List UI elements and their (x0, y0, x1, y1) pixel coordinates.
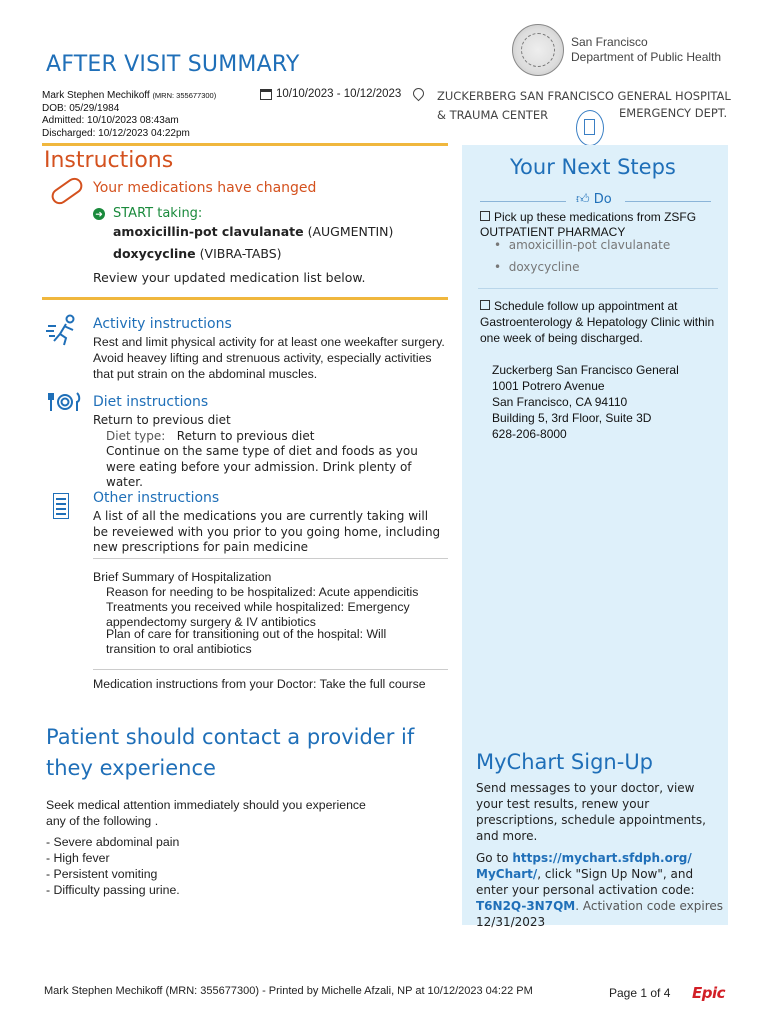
mychart-heading: MyChart Sign-Up (476, 750, 654, 774)
calendar-icon (260, 89, 272, 100)
divider (93, 558, 448, 559)
list-item: - Difficulty passing urine. (46, 883, 180, 897)
patient-info (42, 90, 216, 140)
clinic-address: Zuckerberg San Francisco General 1001 Potrero Avenue San Francisco, CA 94110 Building 5, 3rd Floor, Suite 3D 628-206-8000 (492, 363, 679, 441)
summary-heading: Brief Summary of Hospitalization (93, 570, 272, 584)
divider (480, 201, 566, 202)
symptom-list (46, 834, 180, 898)
department-ed: EMERGENCY DEPT. (619, 106, 728, 120)
contact-intro: Seek medical attention immediately should you experience any of the following . (46, 798, 366, 828)
activity-heading: Activity instructions (93, 316, 232, 332)
running-person-icon (46, 314, 84, 346)
other-heading: Other instructions (93, 490, 220, 506)
do-label: 👍︎ Do (576, 192, 612, 207)
step-pickup: Pick up these medications from ZSFG OUTPATIENT PHARMACY (480, 210, 697, 239)
list-item: • amoxicillin-pot clavulanate (494, 238, 671, 252)
section-divider (42, 143, 448, 146)
patient-mrn: (MRN: 355677300) (152, 91, 217, 100)
activation-code: T6N2Q-3N7QM (476, 899, 576, 913)
meds-changed-heading: Your medications have changed (93, 180, 317, 196)
arrow-right-icon: ➜ (93, 208, 105, 220)
patient-dob: DOB: 05/29/1984 (42, 102, 120, 114)
visit-dates: 10/10/2023 - 10/12/2023 (276, 88, 402, 100)
contact-heading: Patient should contact a provider if they experience (46, 725, 415, 780)
diet-text: Continue on the same type of diet and foods as you were eating before your admission. Drink plenty of water. (106, 444, 418, 489)
step-followup: Schedule follow up appointment at Gastroenterology & Hepatology Clinic within one week of being discharged. (480, 299, 715, 345)
epic-logo: Epic (692, 984, 726, 1002)
doctor-instructions: Medication instructions from your Doctor: Take the full course (93, 677, 426, 691)
page-number: Page 1 of 4 (609, 986, 671, 1000)
drug-item: doxycycline (VIBRA-TABS) (113, 246, 282, 261)
instructions-heading: Instructions (44, 148, 174, 173)
sf-seal-logo (512, 24, 564, 76)
next-steps-heading: Your Next Steps (510, 155, 676, 179)
admitted-time: Admitted: 10/10/2023 08:43am (42, 115, 179, 126)
hospital-name: ZUCKERBERG SAN FRANCISCO GENERAL HOSPITAL & TRAUMA CENTER (437, 89, 731, 122)
divider (93, 669, 448, 670)
checkbox[interactable] (480, 211, 490, 221)
checkbox[interactable] (480, 300, 490, 310)
page-title: AFTER VISIT SUMMARY (46, 52, 300, 77)
other-text: A list of all the medications you are currently taking will be reveiewed with you prior to you going home, including new prescriptions for pain medicine (93, 509, 441, 554)
plate-utensils-icon (48, 392, 82, 412)
review-note: Review your updated medication list below. (93, 270, 366, 285)
footer-text: Mark Stephen Mechikoff (MRN: 355677300) - Printed by Michelle Afzali, NP at 10/12/2023 04:22 PM (44, 985, 533, 997)
summary-reason: Reason for needing to be hospitalized: Acute appendicitis (106, 585, 419, 599)
diet-type: Diet type: Return to previous diet (106, 429, 315, 443)
pill-icon (48, 175, 85, 208)
patient-name: Mark Stephen Mechikoff (42, 90, 150, 101)
drug-item: amoxicillin-pot clavulanate (AUGMENTIN) (113, 224, 394, 239)
start-taking-label: START taking: (113, 206, 203, 221)
summary-treatments: Treatments you received while hospitalized: Emergency appendectomy surgery & IV antibiotics (106, 600, 410, 629)
thumbs-up-icon: 👍︎ (576, 192, 590, 207)
list-item: - Persistent vomiting (46, 867, 158, 881)
discharged-time: Discharged: 10/12/2023 04:22pm (42, 127, 190, 139)
diet-heading: Diet instructions (93, 394, 209, 410)
divider (625, 201, 711, 202)
clipboard-icon (576, 110, 604, 146)
department-name: San Francisco Department of Public Health (571, 35, 722, 64)
divider (478, 288, 718, 289)
section-divider (42, 297, 448, 300)
list-item: - Severe abdominal pain (46, 835, 180, 849)
checklist-icon (53, 493, 69, 519)
summary-plan: Plan of care for transitioning out of the hospital: Will transition to oral antibiotics (106, 627, 387, 656)
list-item: • doxycycline (494, 260, 580, 274)
mychart-text: Send messages to your doctor, view your test results, renew your prescriptions, schedule appointments, and more. Go to https://mychart.sfdph.org/ MyChart/, click "Sign Up Now", and enter your personal activation code: T6N2Q-3N7QM. Activation code expires 12/31/2023 (476, 781, 724, 929)
diet-line: Return to previous diet (93, 413, 231, 427)
expiration-date: 12/31/2023 (476, 915, 546, 929)
mychart-link[interactable]: https://mychart.sfdph.org/ MyChart/ (476, 851, 692, 881)
location-pin-icon (411, 86, 427, 102)
list-item: - High fever (46, 851, 110, 865)
activity-text: Rest and limit physical activity for at least one weekafter surgery. Avoid heavey lifting and strenuous activity, especially activities that put strain on the abdominal muscles. (93, 335, 445, 381)
